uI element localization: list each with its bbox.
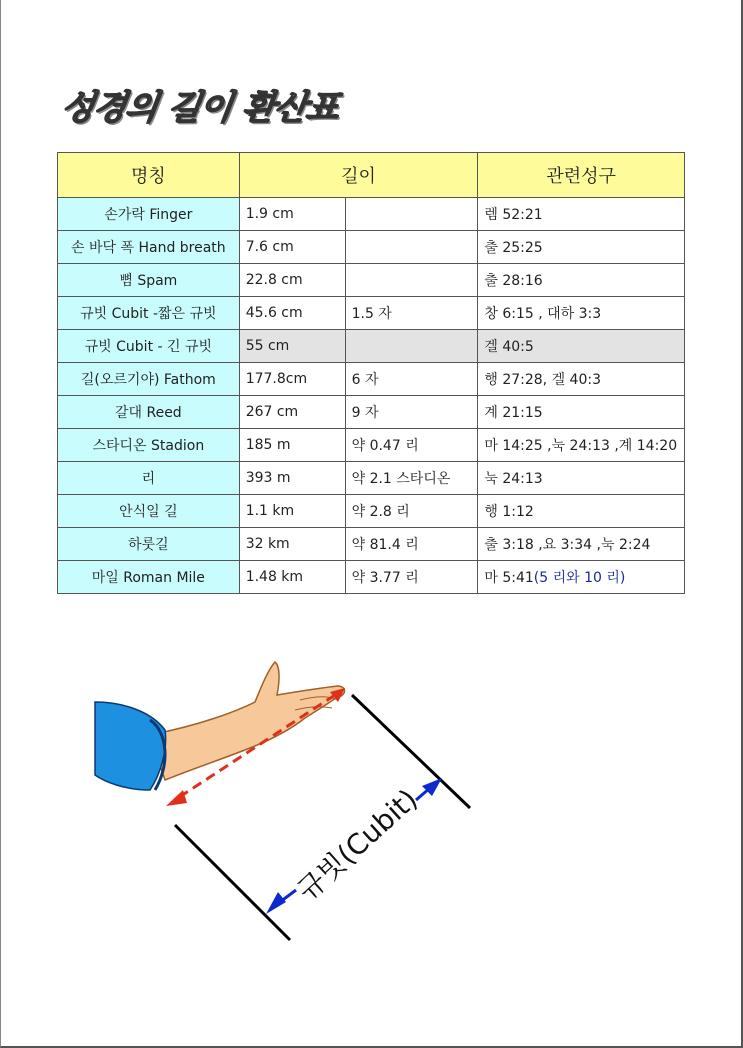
- name-cell-text: 손가락 Finger: [104, 207, 193, 223]
- length-cell: [239, 396, 345, 429]
- table-row: [58, 231, 685, 264]
- length-cell: [239, 198, 345, 231]
- page-title: 성경의 길이 환산표: [58, 88, 341, 128]
- name-cell: [58, 396, 240, 429]
- equivalent-cell: [345, 297, 478, 330]
- name-cell: [58, 462, 240, 495]
- reference-cell-text: 행 27:28, 겔 40:3: [484, 372, 601, 388]
- length-cell-text: 32 km: [245, 536, 290, 552]
- length-cell: [239, 528, 345, 561]
- name-cell-text: 안식일 길: [119, 504, 178, 520]
- table-row: [58, 297, 685, 330]
- length-cell-text: 45.6 cm: [245, 305, 303, 321]
- name-cell-text: 규빗 Cubit - 긴 규빗: [84, 339, 213, 355]
- name-cell: [58, 363, 240, 396]
- length-cell-text: 1.48 km: [245, 569, 304, 585]
- cubit-line-top: [352, 695, 470, 808]
- reference-cell-text: 행 1:12: [484, 504, 534, 520]
- length-cell-text: 177.8cm: [245, 371, 308, 387]
- length-cell-text: 1.9 cm: [245, 206, 294, 222]
- length-cell: [239, 297, 345, 330]
- length-cell-text: 1.1 km: [245, 503, 295, 519]
- length-cell-text: 393 m: [245, 470, 291, 486]
- reference-cell-text: 계 21:15: [484, 405, 543, 421]
- equivalent-cell-text: 1.5 자: [351, 306, 392, 322]
- equivalent-cell: [345, 429, 478, 462]
- name-cell-text: 길(오르기야) Fathom: [80, 372, 216, 388]
- reference-cell-text: 겔 40:5: [484, 339, 534, 355]
- reference-cell: [478, 462, 685, 495]
- cubit-illustration: [0, 640, 743, 970]
- name-cell: [58, 561, 240, 594]
- length-cell: [239, 495, 345, 528]
- table-row: [58, 462, 685, 495]
- equivalent-cell-text: 약 3.77 리: [351, 570, 419, 586]
- cubit-label: 규빗(Cubit): [290, 782, 424, 908]
- reference-cell: [478, 363, 685, 396]
- equivalent-cell: [345, 462, 478, 495]
- table-row: [58, 429, 685, 462]
- reference-cell: [478, 297, 685, 330]
- arm: [150, 662, 345, 780]
- equivalent-cell-text: 약 0.47 리: [351, 438, 419, 454]
- reference-cell: [478, 264, 685, 297]
- reference-cell-text: 출 3:18 ,요 3:34 ,눅 2:24: [484, 537, 651, 553]
- name-cell: [58, 198, 240, 231]
- equivalent-cell-text: 약 2.1 스타디온: [351, 471, 451, 487]
- equivalent-cell: [345, 231, 478, 264]
- length-cell: [239, 561, 345, 594]
- length-cell-text: 55 cm: [245, 338, 290, 354]
- equivalent-cell: [345, 528, 478, 561]
- length-cell: [239, 264, 345, 297]
- reference-cell-text: 마 14:25 ,눅 24:13 ,계 14:20: [484, 438, 678, 454]
- reference-cell-text: 창 6:15 , 대하 3:3: [484, 306, 602, 322]
- name-cell-text: 뼘 Spam: [119, 273, 178, 289]
- name-cell-text: 규빗 Cubit -짧은 규빗: [80, 306, 217, 322]
- reference-cell: [478, 396, 685, 429]
- reference-cell: [478, 495, 685, 528]
- equivalent-cell: [345, 561, 478, 594]
- cubit-line-bottom: [175, 825, 290, 940]
- equivalent-cell: [345, 264, 478, 297]
- name-cell-text: 손 바닥 폭 Hand breath: [71, 240, 226, 256]
- reference-cell-text: 마 5:41: [484, 570, 534, 586]
- table-row: [58, 528, 685, 561]
- length-cell: [239, 231, 345, 264]
- reference-cell-text: 출 28:16: [484, 273, 543, 289]
- name-cell: [58, 330, 240, 363]
- name-cell: [58, 231, 240, 264]
- table-row: [58, 561, 685, 594]
- reference-cell: [478, 330, 685, 363]
- table-header-row: [58, 153, 685, 198]
- table-row: [58, 495, 685, 528]
- name-cell-text: 마일 Roman Mile: [91, 570, 205, 586]
- name-cell: [58, 264, 240, 297]
- equivalent-cell-text: 약 81.4 리: [351, 537, 419, 553]
- table-row: [58, 330, 685, 363]
- length-conversion-table: [57, 152, 685, 594]
- equivalent-cell-text: 6 자: [351, 372, 379, 388]
- header-name: 명칭: [58, 153, 240, 198]
- equivalent-cell-text: 약 2.8 리: [351, 504, 410, 520]
- table-row: [58, 396, 685, 429]
- reference-cell-text: 출 25:25: [484, 240, 543, 256]
- reference-note: (5 리와 10 리): [533, 570, 626, 586]
- equivalent-cell: [345, 198, 478, 231]
- name-cell-text: 리: [141, 471, 156, 487]
- reference-cell-text: 눅 24:13: [484, 471, 543, 487]
- table-row: [58, 363, 685, 396]
- equivalent-cell: [345, 330, 478, 363]
- table-row: [58, 264, 685, 297]
- length-cell: [239, 429, 345, 462]
- name-cell-text: 스타디온 Stadion: [92, 438, 205, 454]
- reference-cell: [478, 528, 685, 561]
- reference-cell: [478, 429, 685, 462]
- equivalent-cell-text: 9 자: [351, 405, 379, 421]
- reference-cell-text: 렘 52:21: [484, 207, 543, 223]
- length-cell: [239, 330, 345, 363]
- length-cell-text: 7.6 cm: [245, 239, 294, 255]
- name-cell: [58, 429, 240, 462]
- length-cell-text: 267 cm: [245, 404, 299, 420]
- name-cell: [58, 528, 240, 561]
- equivalent-cell: [345, 495, 478, 528]
- reference-cell: [478, 198, 685, 231]
- header-length: 길이: [239, 153, 478, 198]
- length-cell: [239, 363, 345, 396]
- equivalent-cell: [345, 396, 478, 429]
- name-cell-text: 하룻길: [128, 537, 169, 553]
- name-cell-text: 갈대 Reed: [114, 405, 182, 421]
- equivalent-cell: [345, 363, 478, 396]
- length-cell-text: 22.8 cm: [245, 272, 303, 288]
- name-cell: [58, 495, 240, 528]
- length-cell: [239, 462, 345, 495]
- name-cell: [58, 297, 240, 330]
- reference-cell: [478, 231, 685, 264]
- header-reference: 관련성구: [478, 153, 685, 198]
- length-cell-text: 185 m: [245, 437, 291, 453]
- reference-cell: [478, 561, 685, 594]
- table-row: [58, 198, 685, 231]
- sleeve: [95, 702, 166, 790]
